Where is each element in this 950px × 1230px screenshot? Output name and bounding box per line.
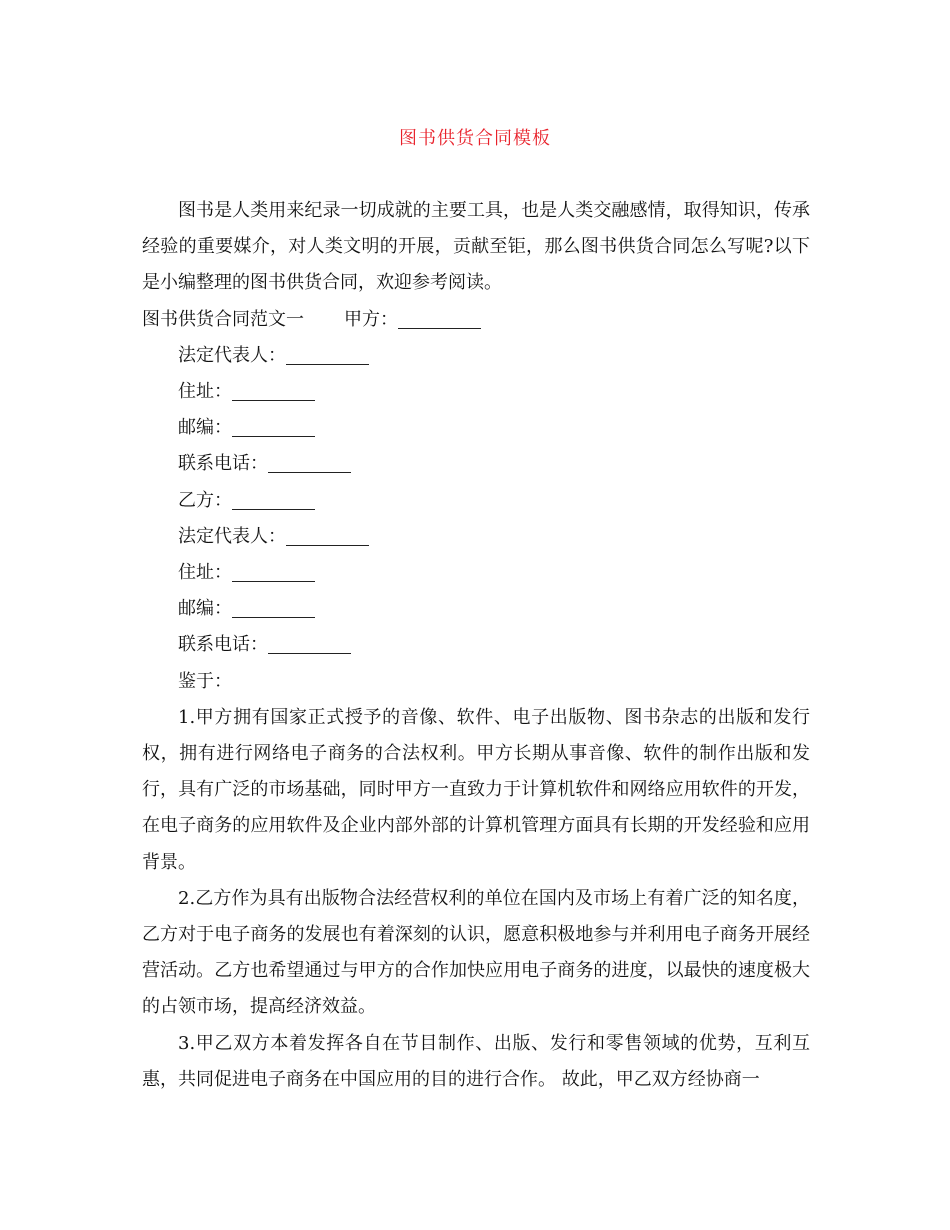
- party-a-legal-rep-line: [142, 338, 810, 374]
- document-body: [142, 193, 810, 1098]
- party-a-blank: [398, 308, 481, 329]
- party-b-address-blank: [232, 561, 315, 582]
- party-b-phone-blank: [268, 633, 351, 654]
- clause-3: 3.甲乙双方本着发挥各自在节目制作、出版、发行和零售领域的优势，互利互惠，共同促进电子商务在中国应用的目的进行合作。 故此，甲乙双方经协商一: [142, 1032, 810, 1090]
- party-b-label: 乙方：: [178, 489, 232, 511]
- party-a-legal-rep-blank: [286, 344, 369, 365]
- sample-heading: 图书供货合同范文一: [142, 308, 304, 330]
- whereas-heading: 鉴于：: [178, 670, 232, 692]
- party-b-postcode-blank: [232, 597, 315, 618]
- party-a-address-line: [142, 374, 810, 410]
- party-a-phone-label: 联系电话：: [178, 453, 268, 475]
- party-b-legal-rep-blank: [286, 525, 369, 546]
- party-b-phone-label: 联系电话：: [178, 634, 268, 656]
- party-b-postcode-label: 邮编：: [178, 598, 232, 620]
- document-title: 图书供货合同模板: [399, 128, 551, 149]
- intro-paragraph: 图书是人类用来纪录一切成就的主要工具，也是人类交融感情，取得知识，传承经验的重要媒介，对人类文明的开展，贡献至钜，那么图书供货合同怎么写呢?以下是小编整理的图书供货合同，欢迎参考阅读。: [142, 200, 810, 294]
- party-b-blank: [232, 489, 315, 510]
- clause-2: 2.乙方作为具有出版物合法经营权利的单位在国内及市场上有着广泛的知名度，乙方对于电子商务的发展也有着深刻的认识，愿意积极地参与并利用电子商务开展经营活动。乙方也希望通过与甲方的合作加快应用电子商务的进度，以最快的速度极大的占领市场，提高经济效益。: [142, 887, 810, 1018]
- party-b-phone-line: [142, 627, 810, 663]
- party-a-address-blank: [232, 380, 315, 401]
- clause-1: 1.甲方拥有国家正式授予的音像、软件、电子出版物、图书杂志的出版和发行权，拥有进行网络电子商务的合法权利。甲方长期从事音像、软件的制作出版和发行，具有广泛的市场基础，同时甲方一直致力于计算机软件和网络应用软件的开发，在电子商务的应用软件及企业内部外部的计算机管理方面具有长期的开发经验和应用背景。: [142, 706, 810, 873]
- party-a-postcode-blank: [232, 416, 315, 437]
- party-a-line: [142, 302, 810, 338]
- party-b-address-label: 住址：: [178, 562, 232, 584]
- party-b-line: [142, 483, 810, 519]
- party-a-legal-rep-label: 法定代表人：: [178, 344, 286, 366]
- party-a-postcode-label: 邮编：: [178, 417, 232, 439]
- party-b-legal-rep-line: [142, 519, 810, 555]
- party-a-phone-blank: [268, 452, 351, 473]
- party-b-postcode-line: [142, 591, 810, 627]
- party-b-address-line: [142, 555, 810, 591]
- party-a-phone-line: [142, 446, 810, 482]
- party-a-label: 甲方：: [344, 308, 398, 330]
- party-a-postcode-line: [142, 410, 810, 446]
- party-a-address-label: 住址：: [178, 381, 232, 403]
- party-b-legal-rep-label: 法定代表人：: [178, 525, 286, 547]
